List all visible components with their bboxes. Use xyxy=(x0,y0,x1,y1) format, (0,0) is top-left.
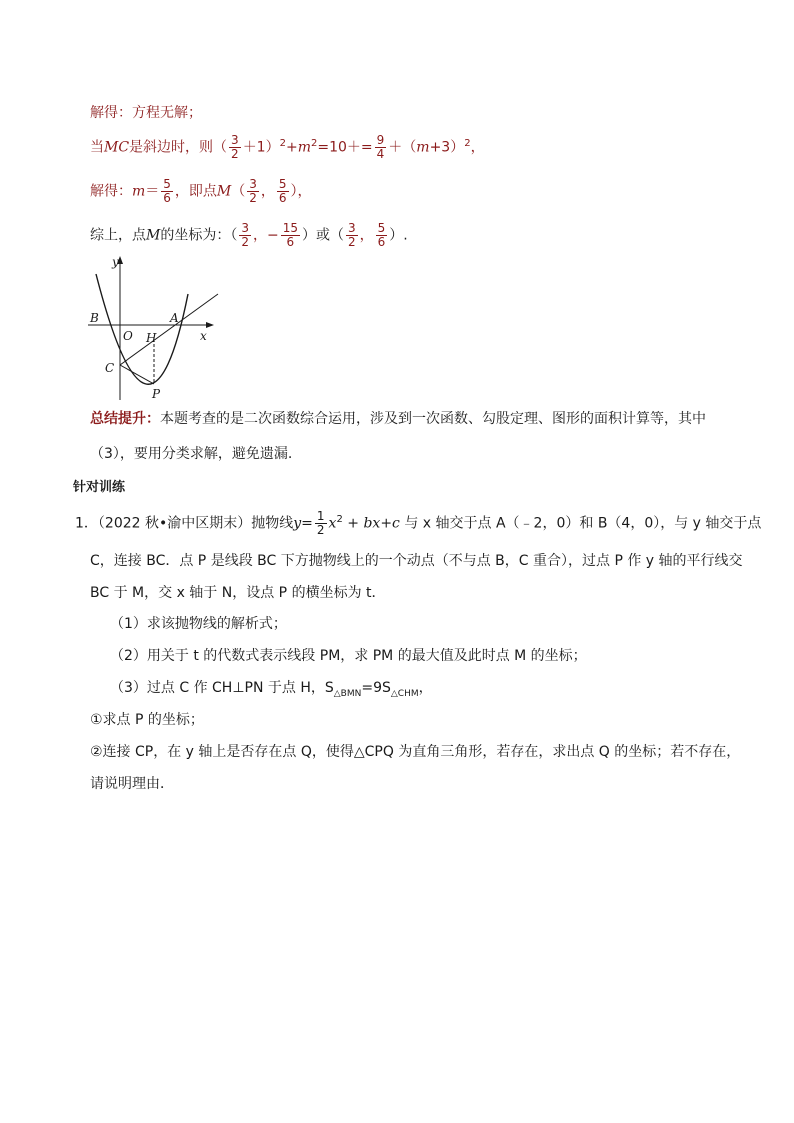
text: ，即点 xyxy=(174,183,217,200)
denominator: 6 xyxy=(163,191,171,205)
minus-sign: − xyxy=(266,227,279,244)
var-mc: MC xyxy=(104,139,130,156)
numerator: 5 xyxy=(377,221,386,235)
exponent: 2 xyxy=(336,513,343,525)
var-M: M xyxy=(146,227,161,244)
fraction xyxy=(247,178,259,205)
denominator: 6 xyxy=(278,191,287,205)
exponent: 2 xyxy=(279,137,286,149)
label-p: P xyxy=(152,387,161,401)
subquestion-2: ②连接 CP，在 y 轴上是否存在点 Q，使得△CPQ 为直角三角形，若存在，求出点 Q 的坐标；若不存在， xyxy=(90,744,741,760)
fraction xyxy=(239,222,251,249)
text: 的坐标为：（ xyxy=(160,227,238,244)
problem-line-2: C，连接 BC．点 P 是线段 BC 下方抛物线上的一个动点（不与点 B，C 重合），过点 P 作 y 轴的平行线交 xyxy=(90,553,743,569)
text: ， xyxy=(418,680,433,696)
denominator: 4 xyxy=(376,147,385,161)
var-y: y xyxy=(293,515,302,532)
text: ＝ xyxy=(145,183,160,200)
text: ）或（ xyxy=(302,227,344,244)
text: = xyxy=(301,515,313,532)
denominator: 2 xyxy=(241,235,249,249)
solution-line-1 xyxy=(90,102,202,122)
text: （3）过点 C 作 CH⊥PN 于点 H，S xyxy=(110,680,334,696)
numerator: 9 xyxy=(376,133,385,147)
solution-line-3 xyxy=(90,178,312,205)
question-3 xyxy=(110,677,433,699)
fraction xyxy=(376,222,388,249)
numerator: 15 xyxy=(282,221,298,235)
summary-line-1 xyxy=(90,408,706,428)
subscript: △CHM xyxy=(390,688,419,699)
fraction xyxy=(277,178,289,205)
solution-text: 解得：方程无解； xyxy=(90,105,202,121)
solution-line-2 xyxy=(90,134,485,161)
denominator: 2 xyxy=(231,147,239,161)
text: ， xyxy=(470,139,485,156)
summary-text: 本题考查的是二次函数综合运用，涉及到一次函数、勾股定理、图形的面积计算等，其中 xyxy=(160,411,706,427)
numerator: 3 xyxy=(249,177,257,191)
text: 解得： xyxy=(90,183,132,200)
problem-number: 1．（2022 秋•渝中区期末）抛物线 xyxy=(75,515,294,532)
parabola-figure xyxy=(88,254,228,402)
question-1: （1）求该抛物线的解析式； xyxy=(110,616,287,632)
fraction xyxy=(346,222,358,249)
text: ）， xyxy=(290,183,312,200)
numerator: 5 xyxy=(278,177,287,191)
fraction xyxy=(375,134,387,161)
var-x: x xyxy=(328,515,337,532)
var-m: m xyxy=(132,183,146,200)
subscript: △BMN xyxy=(333,688,362,699)
denominator: 2 xyxy=(316,523,325,537)
solution-line-4: 综上，点M的坐标为：（ $\frac{3}{2}$ ，− $\frac{15}{6}$ ）或（ $\frac{3}{2}$ ， $\frac{5}{6}$ ）. xyxy=(90,221,408,249)
fraction xyxy=(161,178,173,205)
subquestion-1: ①求点 P 的坐标； xyxy=(90,712,204,728)
label-b: B xyxy=(90,311,99,325)
numerator: 1 xyxy=(316,509,325,523)
fraction xyxy=(281,222,300,249)
label-c: C xyxy=(105,361,115,375)
text: ， xyxy=(359,227,374,244)
var-m: m xyxy=(416,139,430,156)
summary-line-2 xyxy=(90,443,292,463)
text: ）. xyxy=(389,227,408,244)
problem-line-3: BC 于 M，交 x 轴于 N，设点 P 的横坐标为 t． xyxy=(90,585,386,601)
label-a: A xyxy=(170,311,179,325)
text: =10＋= xyxy=(317,139,373,156)
text: （ xyxy=(231,183,246,200)
text: 与 x 轴交于点 A（﹣2，0）和 B（4，0），与 y 轴交于点 xyxy=(399,515,762,532)
problem-line-1 xyxy=(75,510,761,537)
text: ＋（ xyxy=(388,139,417,156)
numerator: 3 xyxy=(231,133,239,147)
line-cp xyxy=(120,365,154,384)
exponent: 2 xyxy=(311,137,318,149)
exponent: 2 xyxy=(464,137,471,149)
denominator: 2 xyxy=(249,191,257,205)
text: =9S xyxy=(361,680,391,696)
denominator: 2 xyxy=(348,235,356,249)
numerator: 3 xyxy=(348,221,356,235)
numerator: 5 xyxy=(163,177,171,191)
denominator: 6 xyxy=(286,235,295,249)
text: +3） xyxy=(429,139,465,156)
label-o: O xyxy=(123,329,133,343)
label-y: y xyxy=(112,255,119,269)
text: + bx+c xyxy=(342,515,400,532)
x-axis-arrow xyxy=(206,322,214,328)
label-h: H xyxy=(146,331,157,345)
label-x: x xyxy=(200,329,207,343)
var-M: M xyxy=(216,183,232,200)
subquestion-2-cont: 请说明理由． xyxy=(90,776,174,792)
text: ＋1） xyxy=(242,139,280,156)
fraction xyxy=(229,134,241,161)
summary-text: （3），要用分类求解，避免遗漏. xyxy=(90,446,293,462)
text: 当 xyxy=(90,139,104,156)
summary-label: 总结提升： xyxy=(90,411,160,427)
numerator: 3 xyxy=(241,221,249,235)
section-title: 针对训练 xyxy=(73,480,126,495)
question-2: （2）用关于 t 的代数式表示线段 PM，求 PM 的最大值及此时点 M 的坐标； xyxy=(110,648,587,664)
text: 是斜边时，则（ xyxy=(129,139,228,156)
fraction xyxy=(315,510,327,537)
text: 综上，点 xyxy=(90,227,146,244)
denominator: 6 xyxy=(377,235,386,249)
text: ， xyxy=(260,183,275,200)
text: +m xyxy=(285,139,311,156)
